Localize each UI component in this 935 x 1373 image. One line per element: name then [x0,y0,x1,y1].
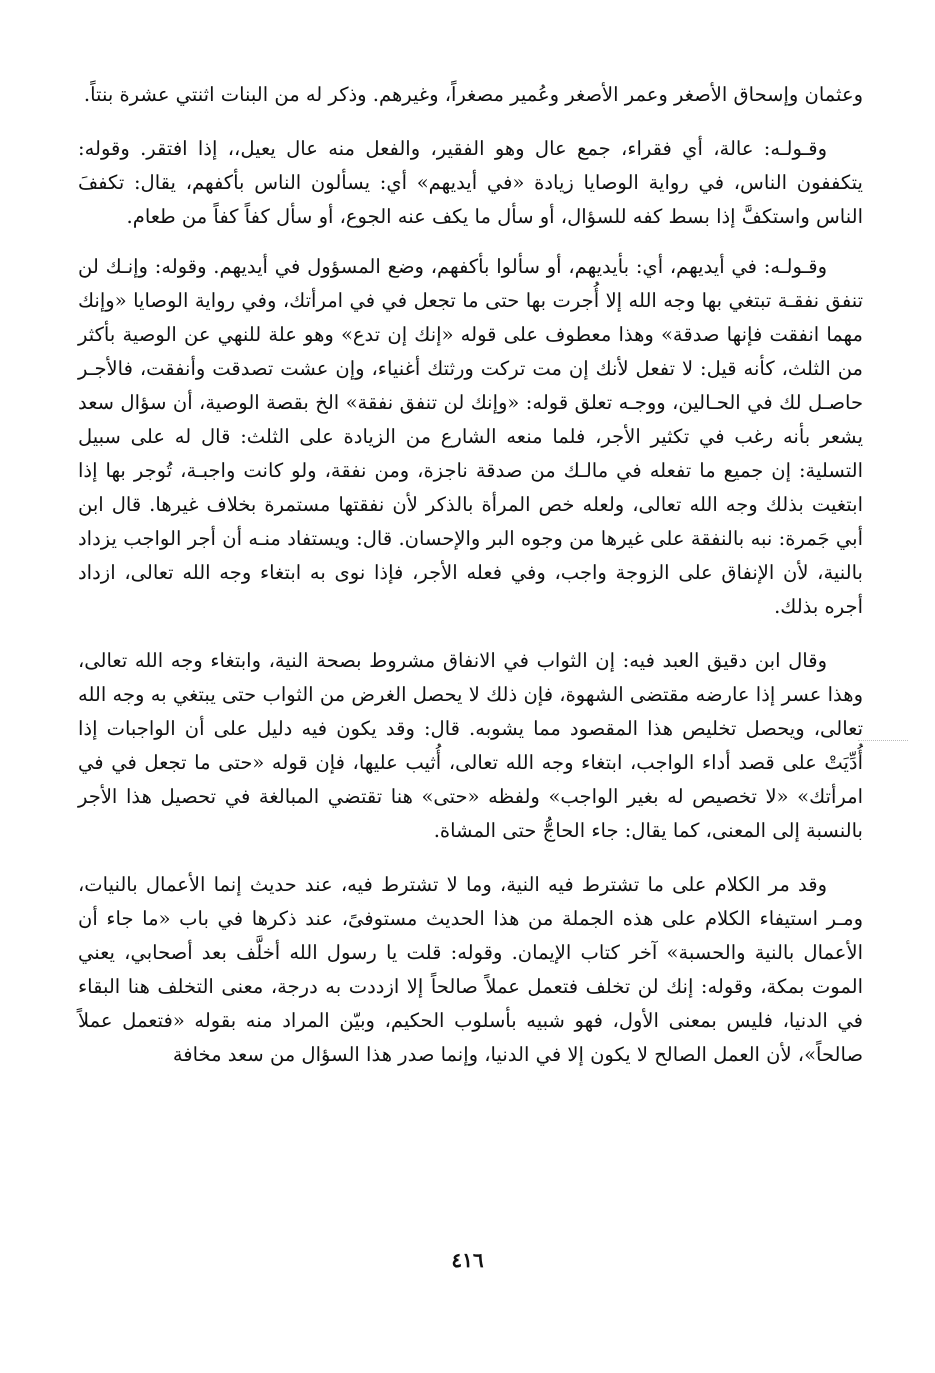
page-number: ٤١٦ [451,1248,484,1272]
paragraph-3: وقـولـه: في أيديهم، أي: بأيديهم، أو سألوا بأكفهم، وضع المسؤول في أيديهم. وقوله: وإنـك لن تنفق نفقـة تبتغي بها وجه الله إلا أُجرت بها حتى ما تجعل في في امرأتك، وفي رواية الوصايا «وإنك مهما انفقت فإنها صدقة» وهذا معطوف على قوله «إنك إن تدع» وهو علة للنهي عن الوصية بأكثر من الثلث، كأنه قيل: لا تفعل لأنك إن مت تركت ورثتك أغنياء، وإن عشت تصدقت وأنفقت، فالأجـر حاصـل لك في الحـالين، ووجـه تعلق قوله: «وإنك لن تنفق نفقة» الخ بقصة الوصية، أن سؤال سعد يشعر بأنه رغب في تكثير الأجر، فلما منعه الشارع من الزيادة على الثلث: قال له على سبيل التسلية: إن جميع ما تفعله في مالـك من صدقة ناجزة، ومن نفقة، ولو كانت واجبـة، تُوجر بها إذا ابتغيت بذلك وجه الله تعالى، ولعله خص المرأة بالذكر لأن نفقتها مستمرة بخلاف غيرها. قال ابن أبي جَمرة: نبه بالنفقة على غيرها من وجوه البر والإحسان. قال: ويستفاد منـه أن أجر الواجب يزداد بالنية، لأن الإنفاق على الزوجة واجب، وفي فعله الأجر، فإذا نوى به ابتغاء وجه الله تعالى، ازداد أجره بذلك. [78,255,863,618]
paragraph-2: وقـولـه: عالة، أي فقراء، جمع عال وهو الفقير، والفعل منه عال يعيل،، إذا افتقر. وقوله: يتكففون الناس، في رواية الوصايا زيادة «في أيديهم» أي: يسألون الناس بأكفهم، يقال: تكففَ الناس واستكفَّ إذا بسط كفه للسؤال، أو سأل ما يكف عنه الجوع، أو سأل كفاً كفاً من طعام. [78,137,863,228]
paragraph-1: وعثمان وإسحاق الأصغر وعمر الأصغر وعُمير مصغراً، وغيرهم. وذكر له من البنات اثنتي عشرة بنتاً. [83,83,863,106]
paragraph-5: وقد مر الكلام على ما تشترط فيه النية، وما لا تشترط فيه، عند حديث إنما الأعمال بالنيات، ومـر استيفاء الكلام على هذه الجملة من هذا الحديث مستوفىً، عند ذكرها في باب «ما جاء أن الأعمال بالنية والحسبة» آخر كتاب الإيمان. وقوله: قلت يا رسول الله أخلَّف بعد أصحابي، يعني الموت بمكة، وقوله: إنك لن تخلف فتعمل عملاً صالحاً إلا ازددت به درجة، معنى التخلف هنا البقاء في الدنيا، فليس بمعنى الأول، فهو شبيه بأسلوب الحكيم، وبيّن المراد منه بقوله «فتعمل عملاً صالحاً»، لأن العمل الصالح لا يكون إلا في الدنيا، وإنما صدر هذا السؤال من سعد مخافة [78,873,863,1066]
margin-dotted-mark [858,740,908,741]
paragraph-4: وقال ابن دقيق العبد فيه: إن الثواب في الانفاق مشروط بصحة النية، وابتغاء وجه الله تعالى، وهذا عسر إذا عارضه مقتضى الشهوة، فإن ذلك لا يحصل الغرض من الثواب حتى يبتغي به وجه الله تعالى، ويحصل تخليص هذا المقصود مما يشوبه. قال: وقد يكون فيه دليل على أن الواجبات إذا أُدِّيَتْ على قصد أداء الواجب، ابتغاء وجه الله تعالى، أُثيب عليها، فإن قوله «حتى ما تجعل في في امرأتك» «لا تخصيص له بغير الواجب» ولفظه «حتى» هنا تقتضي المبالغة في تحصيل هذا الأجر بالنسبة إلى المعنى، كما يقال: جاء الحاجُّ حتى المشاة. [78,649,863,842]
book-page-text [78,78,863,1072]
